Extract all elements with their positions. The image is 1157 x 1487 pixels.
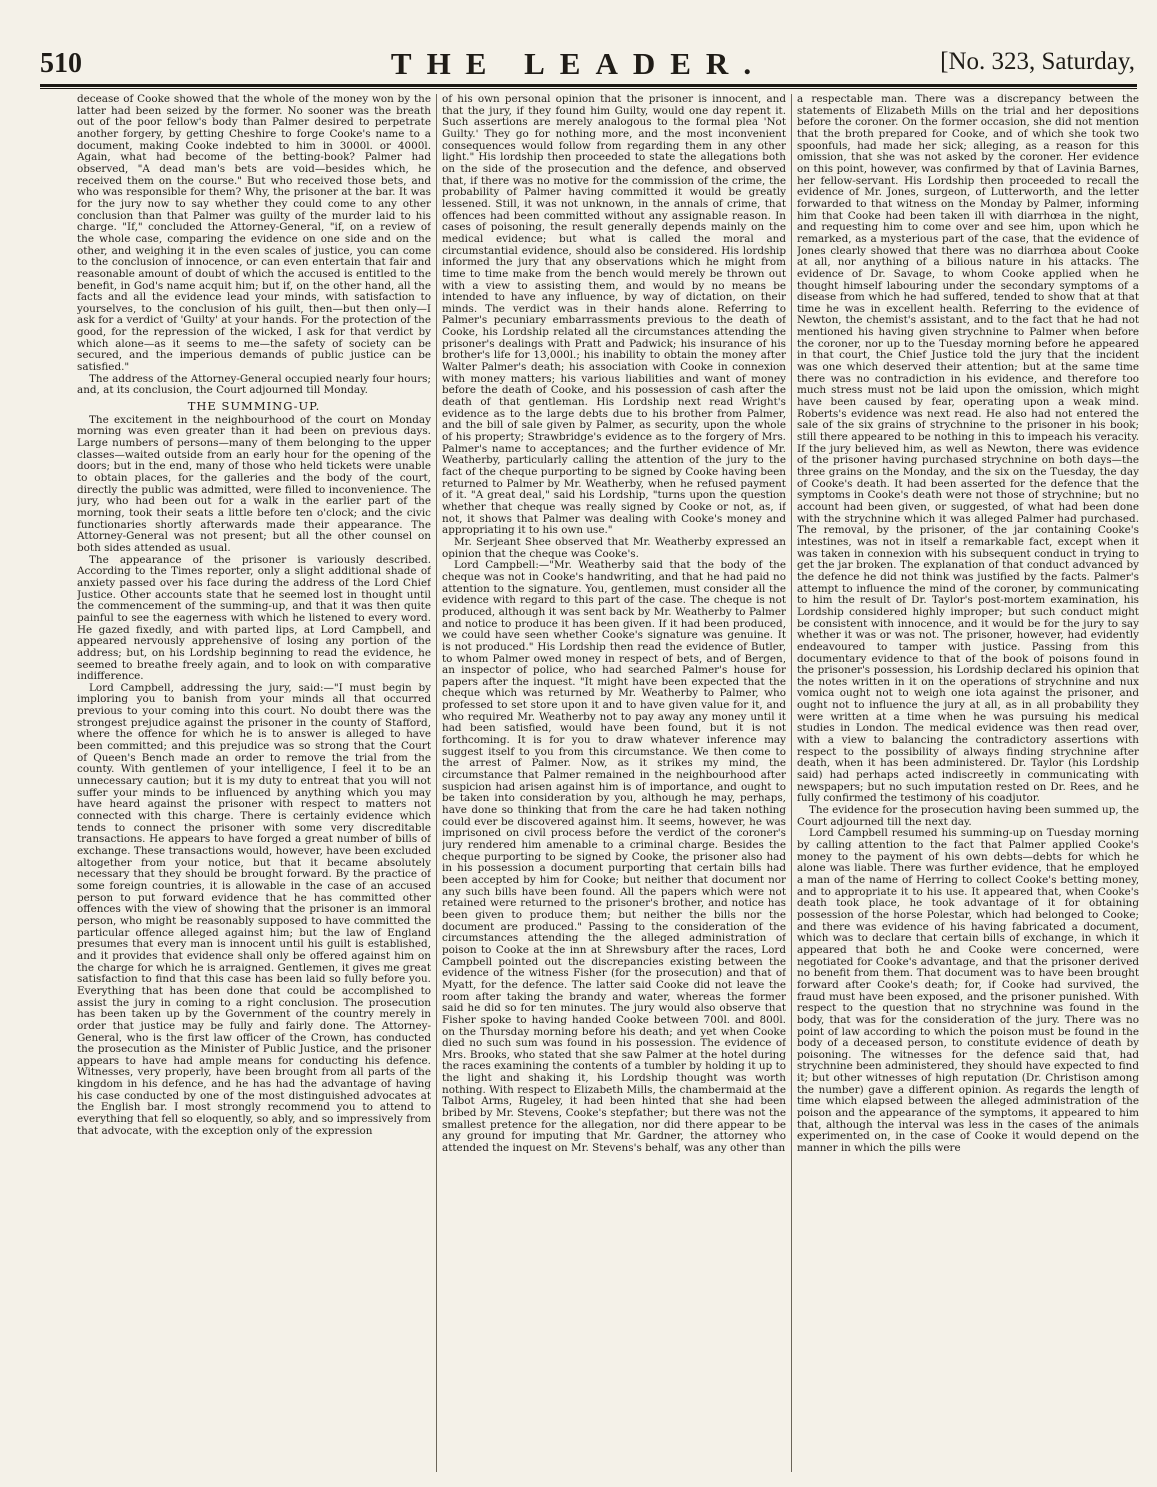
paragraph: Lord Campbell, addressing the jury, said:—"I must begin by imploring you to banish from your minds all that occurred previous to your coming into this court. No doubt there was the strongest prejudice against the prisoner in the county of Stafford, where the offence for which he is to answer is alleged to have been committed; and this prejudice was so strong that the Court of Queen's Bench made an order to remove the trial from the county. With gentlemen of your intelligence, I feel it to be an unnecessary caution; but it is my duty to entreat that you will not suffer your minds to be influenced by anything which you may have heard against the prisoner with respect to matters not connected with this charge. There is certainly evidence which tends to connect the prisoner with some very discreditable transactions. He appears to have forged a great number of bills of exchange. These transactions would, however, have been excluded altogether from your notice, but that it became absolutely necessary that they should be brought forward. By the practice of some foreign countries, it is allowable in the case of an accused person to put forward evidence that he has committed other offences with the view of showing that the prisoner is an immoral person, who might be reasonably supposed to have committed the particular offence alleged against him; but the law of England presumes that every man is innocent until his guilt is established, and it provides that evidence shall only be offered against him on the charge for which he is arraigned. Gentlemen, it gives me great satisfaction to find that this case has been laid so fully before you. Everything that has been done that could be accomplished to assist the jury in coming to a right conclusion. The prosecution has been taken up by the Government of the country merely in order that justice may be fully and fairly done. The Attorney-General, who is the first law officer of the Crown, has conducted the prosecution as the Minister of Public Justice, and the prisoner appears to have had ample means for conducting his defence. Witnesses, very properly, have been brought from all parts of the kingdom in his defence, and he has had the advantage of having his case conducted by one of the most distinguished advocates at the English bar. I most strongly recommend you to attend to everything that fell so eloquently, so ably, and so impressively from that advocate, with the exception only of the expression bbox=[77, 681, 431, 1137]
paragraph: a respectable man. There was a discrepancy between the statements of Elizabeth Mills on the trial and her depositions before the coroner. On the former occasion, she did not mention that the broth prepared for Cooke, and of which she took two spoonfuls, had made her sick; alleging, as a reason for this omission, that she was not asked by the coroner. Her evidence on this point, however, was confirmed by that of Lavinia Barnes, her fellow-servant. His Lordship then proceeded to recall the evidence of Mr. Jones, surgeon, of Lutterworth, and the letter forwarded to that witness on the Monday by Palmer, informing him that Cooke had been taken ill with diarrhœa in the night, and requesting him to come over and see him, upon which he remarked, as a mysterious part of the case, that the evidence of Jones clearly showed that there was no diarrhœa about Cooke at all, nor anything of a bilious nature in his attacks. The evidence of Dr. Savage, to whom Cooke applied when he thought himself labouring under the secondary symptoms of a disease from which he had suffered, tended to show that at that time he was in excellent health. Referring to the evidence of Newton, the chemist's assistant, and to the fact that he had not mentioned his having given strychnine to Palmer when before the coroner, nor up to the Tuesday morning before he appeared in that court, the Chief Justice told the jury that the incident was one which deserved their attention; but at the same time there was no contradiction in his evidence, and therefore too much stress must not be laid upon the omission, which might have been caused by fear, operating upon a weak mind. Roberts's evidence was next read. He also had not entered the sale of the six grains of strychnine to the prisoner in his book; still there appeared to be nothing in this to impeach his veracity. If the jury believed him, as well as Newton, there was evidence of the prisoner having purchased strychnine on both days—the three grains on the Monday, and the six on the Tuesday, the day of Cooke's death. It had been asserted for the defence that the symptoms in Cooke's death were not those of strychnine; but no account had been given, or suggested, of what had been done with the strychnine which it was alleged Palmer had purchased. The removal, by the prisoner, of the jar containing Cooke's intestines, was not in itself a remarkable fact, except when it was taken in connexion with his subsequent conduct in trying to get the jar broken. The explanation of that conduct advanced by the defence he did not think was justified by the facts. Palmer's attempt to influence the mind of the coroner, by communicating to him the result of Dr. Taylor's post-mortem examination, his Lordship considered highly improper; but such conduct might be consistent with innocence, and it would be for the jury to say whether it was or was not. The prisoner, however, had evidently endeavoured to tamper with justice. Passing from this documentary evidence to that of the book of poisons found in the prisoner's possession, his Lordship declared his opinion that the notes written in it on the operations of strychnine and nux vomica ought not to weigh one iota against the prisoner, and ought not to influence the jury at all, as in all probability they were written at a time when he was pursuing his medical studies in London. The medical evidence was then read over, with a view to balancing the contradictory assertions with respect to the possibility of always finding strychnine after death, when it has been administered. Dr. Taylor (his Lordship said) had perhaps acted indiscreetly in communicating with newspapers; but no such imputation rested on Dr. Rees, and he fully confirmed the testimony of his coadjutor. bbox=[797, 94, 1139, 805]
paragraph: of his own personal opinion that the prisoner is innocent, and that the jury, if they found him Guilty, would one day repent it. Such assertions are merely analogous to the formal plea 'Not Guilty.' They go for nothing more, and the most inconvenient consequences would follow from regarding them in any other light." His lordship then proceeded to state the allegations both on the side of the prosecution and the defence, and observed that, if there was no motive for the commission of the crime, the probability of Palmer having committed it would be greatly lessened. Still, it was not unknown, in the annals of crime, that offences had been committed without any assignable reason. In cases of poisoning, the result generally depends mainly on the medical evidence; but what is called the moral and circumstantial evidence, should also be considered. His lordship informed the jury that any observations which he might from time to time make from the bench would merely be thrown out with a view to assisting them, and would by no means be intended to have any influence, by way of dictation, on their minds. The verdict was in their hands alone. Referring to Palmer's pecuniary embarrassments previous to the death of Cooke, his Lordship related all the circumstances attending the prisoner's dealings with Pratt and Padwick; his insurance of his brother's life for 13,000l.; his inability to obtain the money after Walter Palmer's death; his association with Cooke in connexion with money matters; his various liabilities and want of money before the death of Cooke, and his possession of cash after the death of that gentleman. His Lordship next read Wright's evidence as to the large debts due to his brother from Palmer, and the bill of sale given by Palmer, as security, upon the whole of his property; Strawbridge's evidence as to the forgery of Mrs. Palmer's name to acceptances; and the further evidence of Mr. Weatherby, particularly calling the attention of the jury to the fact of the cheque purporting to be signed by Cooke having been returned to Palmer by Mr. Weatherby, when he refused payment of it. "A great deal," said his Lordship, "turns upon the question whether that cheque was really signed by Cooke or not, as, if not, it shows that Palmer was dealing with Cooke's money and appropriating it to his own use." bbox=[442, 94, 786, 537]
masthead bbox=[0, 40, 1157, 88]
issue-number: [No. 323, Saturday, bbox=[940, 48, 1135, 75]
paragraph: Mr. Serjeant Shee observed that Mr. Weatherby expressed an opinion that the cheque was Cooke's. bbox=[442, 535, 786, 560]
column-1 bbox=[77, 94, 431, 1474]
paragraph: decease of Cooke showed that the whole of the money won by the latter had been seized by the former. No sooner was the breath out of the poor fellow's body than Palmer desired to perpetrate another forgery, by getting Cheshire to forge Cooke's name to a document, making Cooke indebted to him in 3000l. or 4000l. Again, what had become of the betting-book? Palmer had observed, "A dead man's bets are void—besides which, he received them on the course." But who received those bets, and who was responsible for them? Why, the prisoner at the bar. It was for the jury now to say whether they could come to any other conclusion than that Palmer was guilty of the murder laid to his charge. "If," concluded the Attorney-General, "if, on a review of the whole case, comparing the evidence on one side and on the other, and weighing it in the even scales of justice, you can come to the conclusion of innocence, or can even entertain that fair and reasonable amount of doubt of which the accused is entitled to the benefit, in God's name acquit him; but if, on the other hand, all the facts and all the evidence lead your minds, with satisfaction to yourselves, to the conclusion of his guilt, then—but then only—I ask for a verdict of 'Guilty' at your hands. For the protection of the good, for the repression of the wicked, I ask for that verdict by which alone—as it seems to me—the safety of society can be secured, and the imperious demands of public justice can be satisfied." bbox=[77, 94, 431, 374]
paragraph: The evidence for the prosecution having been summed up, the Court adjourned till the next day. bbox=[797, 804, 1139, 828]
paragraph: The appearance of the prisoner is variously described. According to the Times reporter, only a slight additional shade of anxiety passed over his face during the address of the Lord Chief Justice. Other accounts state that he seemed lost in thought until the commencement of the summing-up, and that it was then quite painful to see the eagerness with which he listened to every word. He gazed fixedly, and with parted lips, at Lord Campbell, and appeared nervously apprehensive of losing any portion of the address; but, on his Lordship beginning to read the evidence, he seemed to breathe freely again, and to look on with comparative indifference. bbox=[77, 553, 431, 683]
paragraph: The address of the Attorney-General occupied nearly four hours; and, at its conclusion, the Court adjourned till Monday. bbox=[77, 372, 431, 397]
newspaper-title: THE LEADER. bbox=[390, 46, 767, 81]
column-3 bbox=[797, 94, 1139, 1474]
column-2 bbox=[442, 94, 786, 1474]
masthead-rule bbox=[40, 84, 1137, 87]
paragraph: Lord Campbell:—"Mr. Weatherby said that the body of the cheque was not in Cooke's handwriting, and that he had paid no attention to the signature. You, gentlemen, must consider all the evidence with regard to this part of the case. The cheque is not produced, although it was sent back by Mr. Weatherby to Palmer and notice to produce it has been given. If it had been produced, we could have seen whether Cooke's signature was genuine. It is not produced." His Lordship then read the evidence of Butler, to whom Palmer owed money in respect of bets, and of Bergen, an inspector of police, who had searched Palmer's house for papers after the inquest. "It might have been expected that the cheque which was returned by Mr. Weatherby to Palmer, who professed to set store upon it and to have given value for it, and who required Mr. Weatherby not to pay away any money until it had been satisfied, would have been found, but it is not forthcoming. It is for you to draw whatever inference may suggest itself to you from this circumstance. We then come to the arrest of Palmer. Now, as it strikes my mind, the circumstance that Palmer remained in the neighbourhood after suspicion had arisen against him is of importance, and ought to be taken into consideration by you, although he may, perhaps, have done so thinking that from the care he had taken nothing could ever be discovered against him. It seems, however, he was imprisoned on civil process before the verdict of the coroner's jury rendered him amenable to a criminal charge. Besides the cheque purporting to be signed by Cooke, the prisoner also had in his possession a document purporting that certain bills had been accepted by him for Cooke; but neither that document nor any such bills have been found. All the papers which were not retained were returned to the prisoner's brother, and notice has been given to produce them; but neither the bills nor the document are produced." Passing to the consideration of the circumstances attending the the alleged administration of poison to Cooke at the inn at Shrewsbury after the races, Lord Campbell pointed out the discrepancies existing between the evidence of the witness Fisher (for the prosecution) and that of Myatt, for the defence. The latter said Cooke did not leave the room after taking the brandy and water, whereas the former said he did so for ten minutes. The jury would also observe that Fisher spoke to having handed Cooke between 700l. and 800l. on the Thursday morning before his death; and yet when Cooke died no such sum was found in his possession. The evidence of Mrs. Brooks, who stated that she saw Palmer at the hotel during the races examining the contents of a tumbler by holding it up to the light and shaking it, his Lordship thought was worth nothing. With respect to Elizabeth Mills, the chambermaid at the Talbot Arms, Rugeley, it had been hinted that she had been bribed by Mr. Stevens, Cooke's stepfather; but there was not the smallest pretence for the allegation, nor did there appear to be any ground for imputing that Mr. Gardner, the attorney who attended the inquest on Mr. Stevens's behalf, was any other than bbox=[442, 559, 786, 1155]
column-divider bbox=[791, 94, 792, 1472]
section-heading: THE SUMMING-UP. bbox=[187, 399, 321, 414]
paragraph: Lord Campbell resumed his summing-up on Tuesday morning by calling attention to the fact that Palmer applied Cooke's money to the payment of his own debts—debts for which he alone was liable. There was further evidence, that he employed a man of the name of Herring to collect Cooke's betting money, and to appropriate it to his use. It appeared that, when Cooke's death took place, he took advantage of it for obtaining possession of the horse Polestar, which had belonged to Cooke; and there was evidence of his having fabricated a document, which was to declare that certain bills of exchange, in which it appeared that both he and Cooke were concerned, were negotiated for Cooke's advantage, and that the prisoner derived no benefit from them. That document was to have been brought forward after Cooke's death; for, if Cooke had survived, the fraud must have been exposed, and the prisoner punished. With respect to the question that no strychnine was found in the body, that was for the consideration of the jury. There was no point of law according to which the poison must be found in the body of a deceased person, to constitute evidence of death by poisoning. The witnesses for the defence said that, had strychnine been administered, they should have expected to find it; but other witnesses of high reputation (Dr. Christison among the number) gave a different opinion. As regards the length of time which elapsed between the alleged administration of the poison and the appearance of the symptoms, it appeared to him that, although the interval was less in the cases of the animals experimented on, in the case of Cooke it would depend on the manner in which the pills were bbox=[797, 827, 1139, 1155]
page-number: 510 bbox=[40, 48, 82, 79]
paragraph: The excitement in the neighbourhood of the court on Monday morning was even greater than it had been on previous days. Large numbers of persons—many of them belonging to the upper classes—waited outside from an early hour for the opening of the doors; but in the end, many of those who held tickets were unable to obtain places, for the galleries and the body of the court, directly the public was admitted, were filled to inconvenience. The jury, who had been out for a walk in the earlier part of the morning, took their seats a little before ten o'clock; and the civic functionaries shortly afterwards made their appearance. The Attorney-General was not present; but all the other counsel on both sides attended as usual. bbox=[77, 413, 431, 554]
masthead-rule-thin bbox=[40, 88, 1137, 89]
column-divider bbox=[436, 94, 437, 1472]
